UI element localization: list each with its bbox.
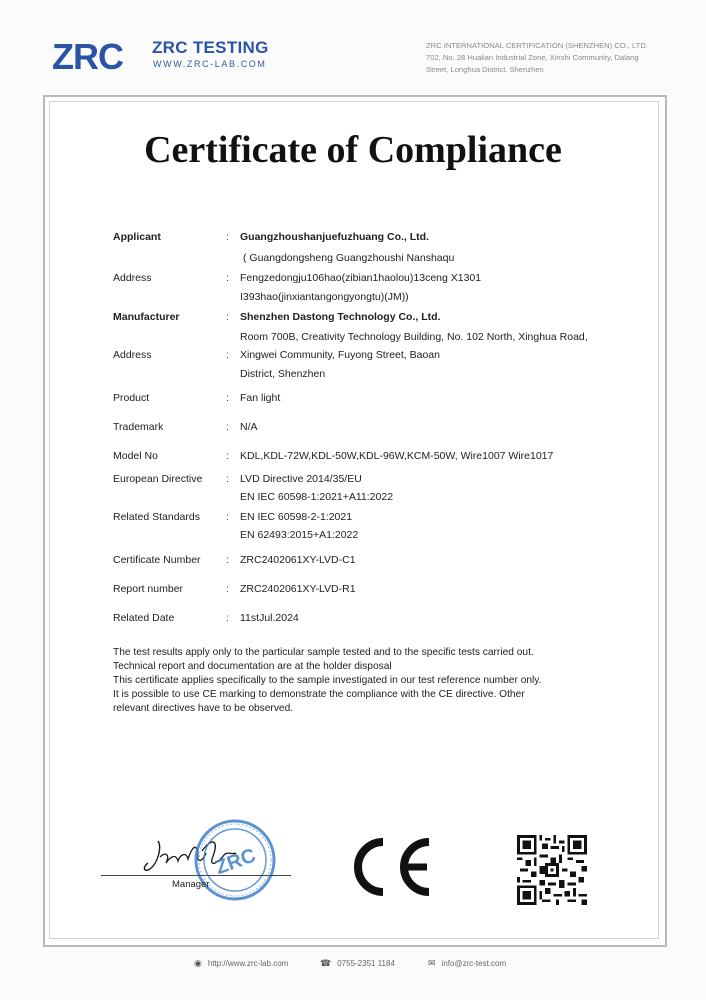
model-value: KDL,KDL-72W,KDL-50W,KDL-96W,KCM-50W, Wire1007 Wire1017 — [240, 450, 554, 462]
note-line: Technical report and documentation are at the holder disposal — [113, 661, 392, 672]
manufacturer-address-line: District, Shenzhen — [240, 368, 326, 380]
logo-url: WWW.ZRC-LAB.COM — [153, 59, 267, 69]
standards-label: Related Standards — [113, 511, 200, 523]
standard-line: EN IEC 60598-1:2021+A11:2022 — [240, 491, 394, 503]
note-line: The test results apply only to the particular sample tested and to the specific tests carried out. — [113, 647, 534, 658]
report-number-label: Report number — [113, 583, 184, 595]
standard-line: EN IEC 60598-2-1:2021 — [240, 511, 353, 523]
phone-icon: ☎ — [320, 958, 332, 968]
product-label: Product — [113, 392, 150, 404]
colon: : — [226, 231, 229, 243]
signer-role: Manager — [172, 879, 210, 890]
issuer-line: ZRC INTERNATIONAL CERTIFICATION (SHENZHEN) CO., LTD. — [426, 41, 648, 50]
colon: : — [226, 311, 229, 323]
qr-code — [517, 835, 587, 905]
signature-line — [101, 875, 291, 876]
issuer-address — [426, 40, 666, 76]
certificate-number-label: Certificate Number — [113, 554, 201, 566]
footer-website-text[interactable]: http://www.zrc-lab.com — [207, 959, 289, 968]
colon: : — [226, 272, 229, 284]
manufacturer-address-line: Xingwei Community, Fuyong Street, Baoan — [240, 349, 440, 361]
colon: : — [226, 554, 229, 566]
certificate-number-value: ZRC2402061XY-LVD-C1 — [240, 554, 356, 566]
footer-phone-text: 0755-2351 1184 — [337, 959, 395, 968]
colon: : — [226, 511, 229, 523]
manufacturer-value: Shenzhen Dastong Technology Co., Ltd. — [240, 311, 441, 323]
logo-title: ZRC TESTING — [152, 38, 269, 57]
manufacturer-address-label: Address — [113, 349, 152, 361]
footer-website[interactable] — [194, 958, 288, 969]
colon: : — [226, 473, 229, 485]
footer-phone — [320, 958, 395, 969]
colon: : — [226, 612, 229, 624]
trademark-label: Trademark — [113, 421, 164, 433]
colon: : — [226, 392, 229, 404]
trademark-value: N/A — [240, 421, 258, 433]
colon: : — [226, 421, 229, 433]
manufacturer-address-line: Room 700B, Creativity Technology Building, No. 102 North, Xinghua Road, — [240, 331, 588, 343]
note-line: It is possible to use CE marking to demonstrate the compliance with the CE directive. Other — [113, 689, 525, 700]
applicant-label: Applicant — [113, 231, 161, 243]
colon: : — [226, 583, 229, 595]
product-value: Fan light — [240, 392, 281, 404]
standard-line: EN 62493:2015+A1:2022 — [240, 529, 359, 541]
ce-mark — [343, 836, 435, 898]
globe-icon: ◉ — [194, 958, 202, 968]
applicant-value: Guangzhoushanjuefuzhuang Co., Ltd. — [240, 231, 429, 243]
model-label: Model No — [113, 450, 158, 462]
logo-mark: ZRC — [52, 36, 123, 77]
footer-email[interactable] — [428, 958, 506, 969]
report-number-value: ZRC2402061XY-LVD-R1 — [240, 583, 356, 595]
zrc-logo — [52, 34, 282, 80]
certificate-title: Certificate of Compliance — [144, 129, 562, 171]
directive-label: European Directive — [113, 473, 203, 485]
colon: : — [226, 349, 229, 361]
footer-email-text[interactable]: info@zrc-test.com — [441, 959, 507, 968]
email-icon: ✉ — [428, 958, 436, 968]
applicant-address-line: I393hao(jinxiantangongyongtu)(JM)) — [240, 291, 409, 303]
issuer-line: Street, Longhua District, Shenzhen — [426, 65, 544, 74]
directive-value: LVD Directive 2014/35/EU — [240, 473, 362, 485]
issuer-line: 702, No. 28 Hualian Industrial Zone, Xinshi Community, Dalang — [426, 53, 639, 62]
related-date-label: Related Date — [113, 612, 175, 624]
stamp-text: ZRC — [212, 844, 259, 880]
applicant-address-label: Address — [113, 272, 152, 284]
colon: : — [226, 450, 229, 462]
applicant-address-line: ( Guangdongsheng Guangzhoushi Nanshaqu — [243, 252, 455, 264]
applicant-address-line: Fengzedongju106hao(zibian1haolou)13ceng X1301 — [240, 272, 482, 284]
note-line: This certificate applies specifically to the sample investigated in our test reference number only. — [113, 675, 542, 686]
related-date-value: 11stJul.2024 — [240, 612, 299, 624]
note-line: relevant directives have to be observed. — [113, 703, 294, 714]
compliance-notes — [113, 646, 583, 716]
manufacturer-label: Manufacturer — [113, 311, 180, 323]
